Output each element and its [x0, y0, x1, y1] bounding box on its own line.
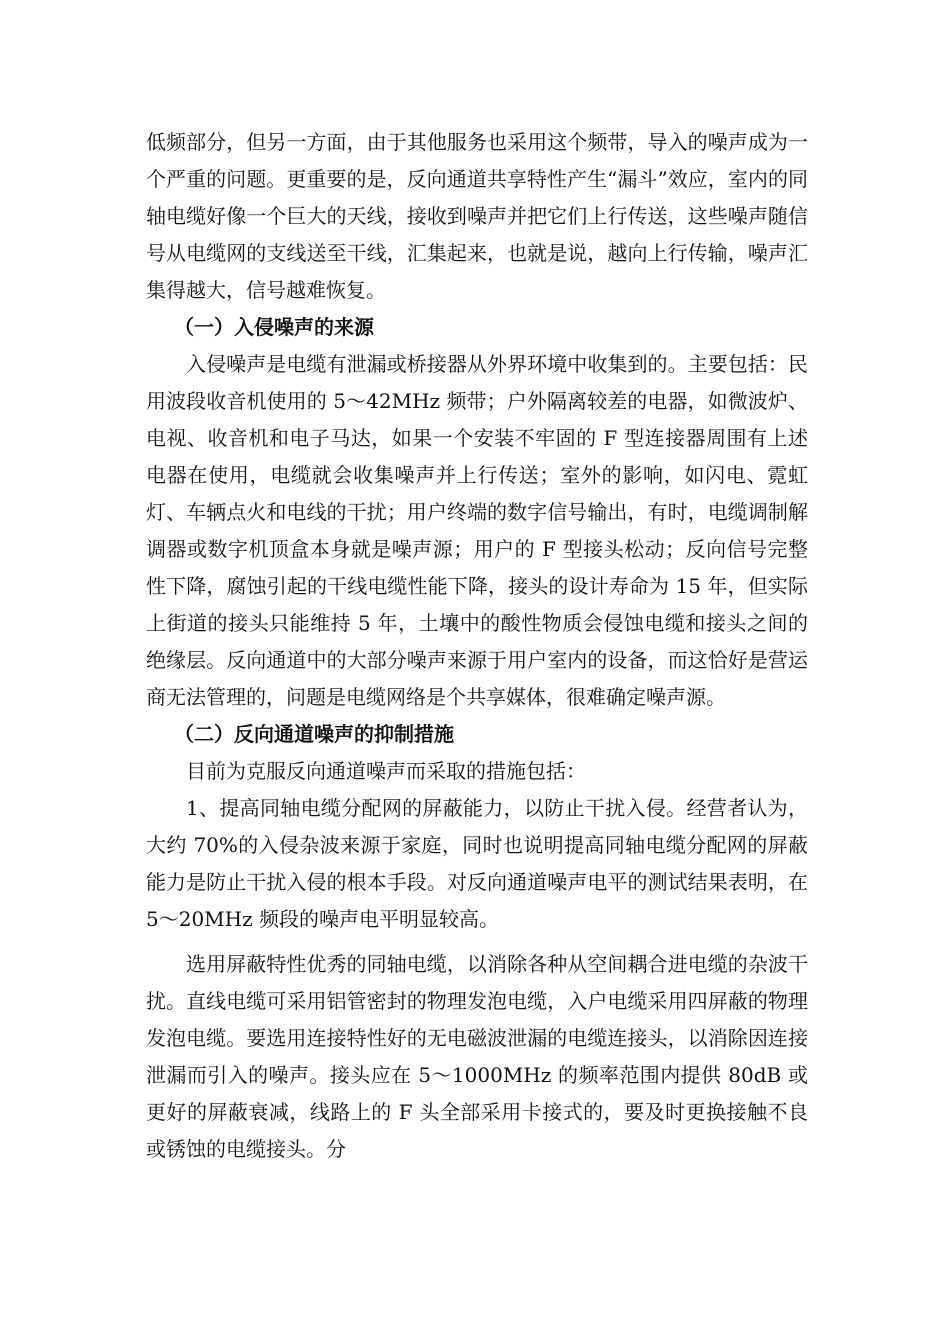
paragraph-measures-intro: 目前为克服反向通道噪声而采取的措施包括： [186, 759, 586, 783]
paragraph-intrusion-noise: 入侵噪声是电缆有泄漏或桥接器从外界环境中收集到的。主要包括：民用波段收音机使用的 5～42MHz 频带；户外隔离较差的电器，如微波炉、电视、收音机和电子马达，如果一个安装不牢固的 F 型连接器周围有上述电器在使用，电缆就会收集噪声并上行传送；室外的影响，如闪电、霓虹灯、车辆点火和电线的干扰；用户终端的数字信号输出，有时，电缆调制解调器或数字机顶盒本身就是噪声源；用户的 F 型接头松动；反向信号完整性下降，腐蚀引起的干线电缆性能下降，接头的设计寿命为 15 年，但实际上街道的接头只能维持 5 年，土壤中的酸性物质会侵蚀电缆和接头之间的绝缘层。反向通道中的大部分噪声来源于用户室内的设备，而这恰好是营运商无法管理的，问题是电缆网络是个共享媒体，很难确定噪声源。 [146, 352, 808, 709]
section-heading-noise-suppression: （二）反向通道噪声的抑制措施 [174, 722, 454, 746]
section-heading-intrusion-noise-sources: （一）入侵噪声的来源 [174, 315, 374, 339]
body-text [146, 124, 808, 1168]
paragraph-intro: 低频部分，但另一方面，由于其他服务也采用这个频带，导入的噪声成为一个严重的问题。更重要的是，反向通道共享特性产生“漏斗”效应，室内的同轴电缆好像一个巨大的天线，接收到噪声并把它们上行传送，这些噪声随信号从电缆网的支线送至干线，汇集起来，也就是说，越向上行传输，噪声汇集得越大，信号越难恢复。 [146, 130, 808, 302]
paragraph-measure-1: 1、提高同轴电缆分配网的屏蔽能力，以防止干扰入侵。经营者认为，大约 70%的入侵杂波来源于家庭，同时也说明提高同轴电缆分配网的屏蔽能力是防止干扰入侵的根本手段。对反向通道噪声电平的测试结果表明，在 5～20MHz 频段的噪声电平明显较高。 [146, 796, 808, 931]
paragraph-cable-selection: 选用屏蔽特性优秀的同轴电缆，以消除各种从空间耦合进电缆的杂波干扰。直线电缆可采用铝管密封的物理发泡电缆，入户电缆采用四屏蔽的物理发泡电缆。要选用连接特性好的无电磁波泄漏的电缆连接头，以消除因连接泄漏而引入的噪声。接头应在 5～1000MHz 的频率范围内提供 80dB 或更好的屏蔽衰减，线路上的 F 头全部采用卡接式的，要及时更换接触不良或锈蚀的电缆接头。分 [146, 952, 808, 1161]
